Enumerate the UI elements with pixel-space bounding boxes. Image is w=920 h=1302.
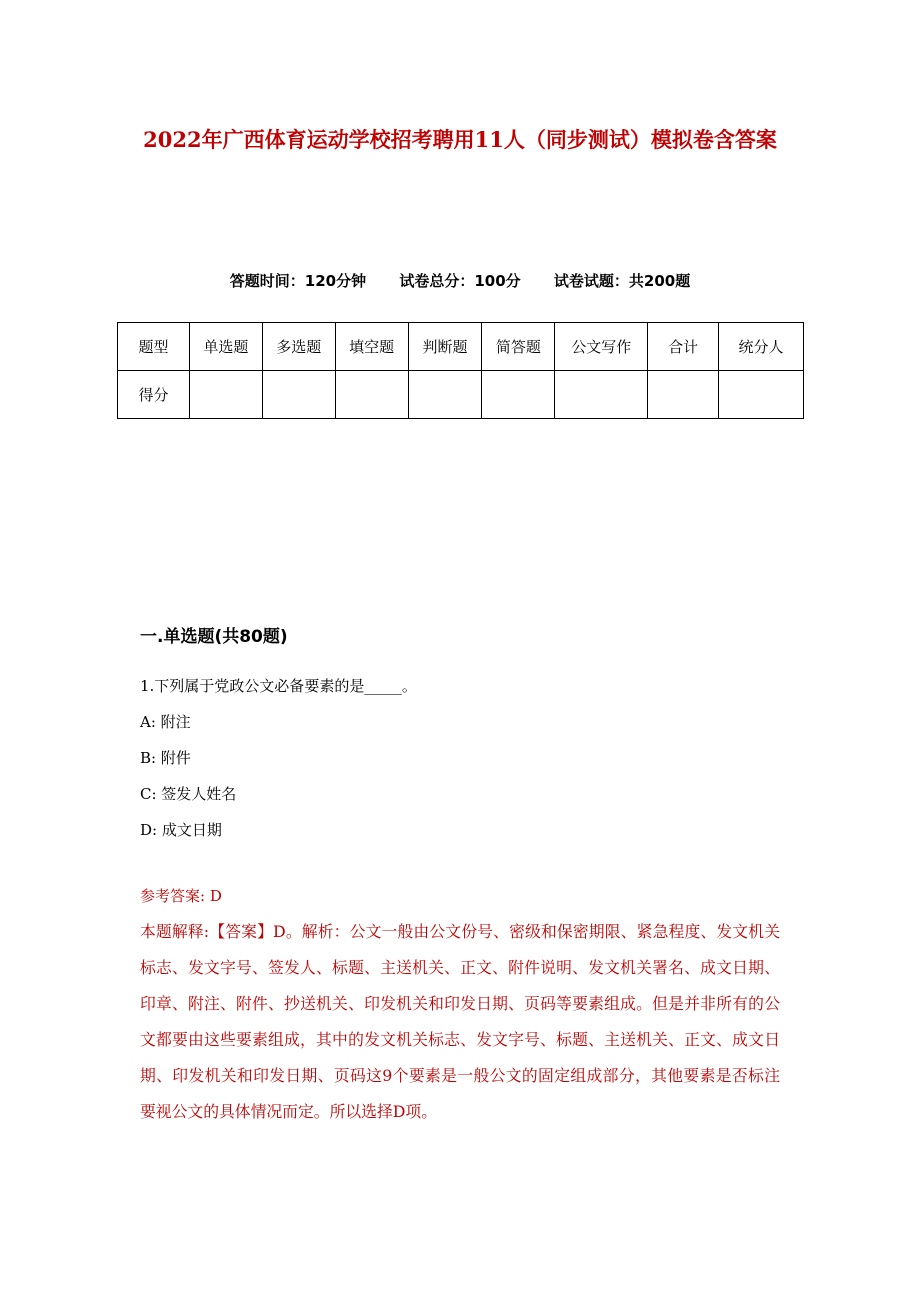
score-cell [262, 371, 335, 419]
exam-total-score: 试卷总分：100分 [399, 272, 521, 290]
score-table-row [118, 371, 804, 419]
score-table-header: 判断题 [408, 323, 482, 371]
exam-question-count: 试卷试题：共200题 [553, 272, 691, 290]
answer-explanation: 本题解释:【答案】D。解析：公文一般由公文份号、密级和保密期限、紧急程度、发文机关标志、发文字号、签发人、标题、主送机关、正文、附件说明、发文机关署名、成文日期、印章、附注、附件、抄送机关、印发机关和印发日期、页码等要素组成。但是并非所有的公文都要由这些要素组成，其中的发文机关标志、发文字号、标题、主送机关、正文、成文日期、印发机关和印发日期、页码这9个要素是一般公文的固定组成部分，其他要素是否标注要视公文的具体情况而定。所以选择D项。 [140, 922, 780, 1121]
score-row-label: 得分 [118, 371, 190, 419]
score-table-header: 简答题 [482, 323, 555, 371]
score-cell [555, 371, 648, 419]
score-table-header-row [118, 323, 804, 371]
reference-answer: 参考答案: D [140, 887, 222, 905]
section-heading: 一.单选题(共80题) [140, 627, 288, 647]
score-table-header: 题型 [118, 323, 190, 371]
score-cell [335, 371, 408, 419]
score-table-header: 合计 [648, 323, 719, 371]
question-stem: 1.下列属于党政公文必备要素的是_____。 [140, 677, 417, 695]
score-cell [408, 371, 482, 419]
score-table-header: 公文写作 [555, 323, 648, 371]
score-table [117, 322, 804, 419]
score-cell [482, 371, 555, 419]
score-cell [719, 371, 804, 419]
question-block [140, 668, 780, 848]
exam-meta [0, 270, 920, 292]
score-table-header: 单选题 [189, 323, 262, 371]
document-title: 2022年广西体育运动学校招考聘用11人（同步测试）模拟卷含答案 [143, 127, 777, 152]
score-table-header: 统分人 [719, 323, 804, 371]
exam-time: 答题时间：120分钟 [229, 272, 367, 290]
option-b: B: 附件 [140, 749, 191, 767]
score-cell [648, 371, 719, 419]
score-table-header: 填空题 [335, 323, 408, 371]
option-a: A: 附注 [140, 713, 191, 731]
score-table-header: 多选题 [262, 323, 335, 371]
option-c: C: 签发人姓名 [140, 785, 237, 803]
option-d: D: 成文日期 [140, 821, 222, 839]
score-cell [189, 371, 262, 419]
